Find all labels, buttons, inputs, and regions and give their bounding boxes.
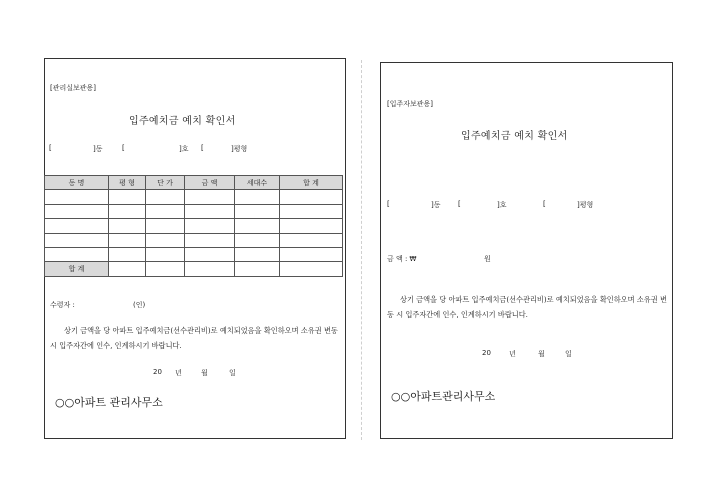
copy-tag: [관리실보관용] [50, 84, 97, 92]
office-name: ○○아파트 관리사무소 [55, 396, 163, 409]
ho-field[interactable]: ]호 [179, 145, 189, 153]
table-cell[interactable] [185, 262, 235, 276]
ho-bracket-open: [ [458, 200, 461, 208]
pyeong-bracket-open: [ [543, 200, 546, 208]
office-name: ○○아파트관리사무소 [391, 390, 496, 403]
table-cell[interactable] [235, 247, 280, 261]
table-cell[interactable] [146, 204, 185, 218]
table-cell[interactable] [235, 219, 280, 233]
pyeong-field[interactable]: ]평형 [231, 145, 248, 153]
table-cell[interactable] [146, 219, 185, 233]
table-row [45, 247, 343, 261]
table-header-row [45, 176, 343, 190]
table-cell[interactable] [45, 233, 109, 247]
date-year: 20 [482, 349, 491, 357]
table-cell[interactable] [280, 233, 343, 247]
resident-copy-form [380, 62, 673, 439]
amount-unit: 원 [484, 255, 491, 263]
receiver-label: 수령자 : [50, 301, 75, 309]
confirmation-text: 상기 금액을 당 아파트 입주예치금(선수관리비)로 예치되었음을 확인하오며 소유권 변동 시 입주자간에 인수, 인계하시기 바랍니다. [50, 326, 338, 350]
table-cell[interactable] [235, 233, 280, 247]
total-label: 합 계 [45, 262, 109, 276]
dong-field[interactable]: ]동 [431, 201, 441, 209]
table-cell[interactable] [235, 204, 280, 218]
dong-field[interactable]: ]동 [93, 145, 103, 153]
date-year-label: 년 [509, 350, 516, 358]
date-month-label: 월 [538, 350, 545, 358]
header-dong: 동 명 [45, 176, 109, 190]
date-year: 20 [153, 368, 162, 376]
dong-bracket-open: [ [49, 144, 52, 152]
table-cell[interactable] [109, 247, 146, 261]
ho-bracket-open: [ [122, 144, 125, 152]
header-unit-price: 단 가 [146, 176, 185, 190]
table-cell[interactable] [109, 219, 146, 233]
table-cell[interactable] [185, 219, 235, 233]
table-cell[interactable] [185, 204, 235, 218]
table-cell[interactable] [109, 204, 146, 218]
table-cell[interactable] [280, 190, 343, 204]
table-total-row [45, 262, 343, 276]
table-row [45, 190, 343, 204]
page-divider [361, 60, 362, 440]
header-amount: 금 액 [185, 176, 235, 190]
table-cell[interactable] [280, 204, 343, 218]
management-copy-form [44, 58, 346, 439]
table-cell[interactable] [109, 262, 146, 276]
copy-tag: [입주자보관용] [387, 100, 434, 108]
table-cell[interactable] [185, 190, 235, 204]
deposit-table [44, 175, 343, 277]
table-cell[interactable] [146, 247, 185, 261]
header-pyeong: 평 형 [109, 176, 146, 190]
table-cell[interactable] [280, 262, 343, 276]
pyeong-bracket-open: [ [201, 144, 204, 152]
table-cell[interactable] [185, 247, 235, 261]
table-cell[interactable] [146, 262, 185, 276]
table-cell[interactable] [235, 262, 280, 276]
pyeong-field[interactable]: ]평형 [577, 201, 594, 209]
dong-bracket-open: [ [387, 200, 390, 208]
table-cell[interactable] [45, 190, 109, 204]
ho-field[interactable]: ]호 [497, 201, 507, 209]
table-cell[interactable] [45, 247, 109, 261]
table-row [45, 219, 343, 233]
table-cell[interactable] [280, 219, 343, 233]
table-row [45, 233, 343, 247]
amount-label: 금 액 : ₩ [387, 255, 417, 263]
table-cell[interactable] [280, 247, 343, 261]
confirmation-text: 상기 금액을 당 아파트 입주예치금(선수관리비)로 예치되었음을 확인하오며 소유권 변동 시 입주자간에 인수, 인계하시기 바랍니다. [387, 295, 667, 319]
date-year-label: 년 [175, 369, 182, 377]
date-day-label: 일 [565, 350, 572, 358]
date-month-label: 월 [201, 369, 208, 377]
table-cell[interactable] [185, 233, 235, 247]
form-title: 입주예치금 예치 확인서 [129, 116, 236, 127]
table-cell[interactable] [235, 190, 280, 204]
table-row [45, 204, 343, 218]
header-total: 합 계 [280, 176, 343, 190]
form-title: 입주예치금 예치 확인서 [461, 131, 568, 142]
table-cell[interactable] [109, 233, 146, 247]
table-cell[interactable] [45, 219, 109, 233]
seal-mark: (인) [133, 301, 146, 309]
header-households: 세대수 [235, 176, 280, 190]
table-cell[interactable] [146, 233, 185, 247]
table-cell[interactable] [109, 190, 146, 204]
date-day-label: 일 [229, 369, 236, 377]
table-cell[interactable] [146, 190, 185, 204]
table-cell[interactable] [45, 204, 109, 218]
